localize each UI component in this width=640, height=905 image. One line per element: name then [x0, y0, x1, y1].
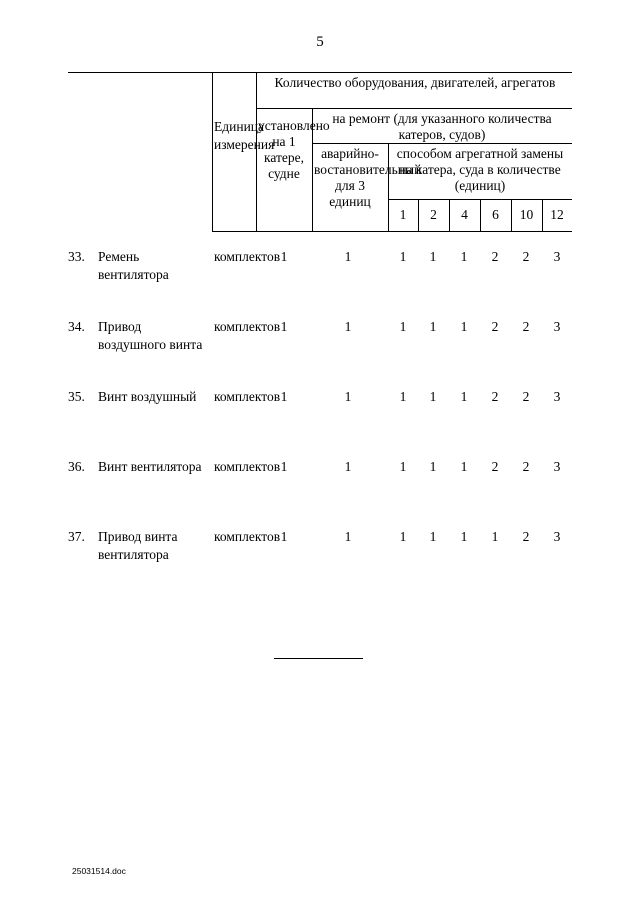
header-emergency: аварийно-востановительный для 3 единиц [314, 146, 422, 209]
col-divider-unit [212, 72, 213, 231]
row-value-4: 1 [460, 249, 468, 264]
row-value-2: 1 [429, 319, 437, 334]
row-installed: 1 [280, 389, 288, 404]
header-rule-1 [256, 108, 572, 109]
row-value-2: 1 [429, 459, 437, 474]
header-rule-2 [312, 143, 572, 144]
header-installed: установлено на 1 катере, судне [258, 118, 330, 181]
row-value-1: 1 [399, 319, 407, 334]
row-item-name: Привод воздушного винта [98, 319, 203, 352]
row-item-name: Ремень вентилятора [98, 249, 169, 282]
row-value-4: 1 [460, 389, 468, 404]
row-value-2: 1 [429, 389, 437, 404]
row-value-12: 3 [553, 249, 561, 264]
row-value-10: 2 [522, 389, 530, 404]
table-top-rule [68, 72, 572, 73]
row-value-6: 2 [491, 319, 499, 334]
row-value-10: 2 [522, 319, 530, 334]
header-count-4: 4 [461, 207, 468, 222]
row-value-1: 1 [399, 529, 407, 544]
row-value-4: 1 [460, 459, 468, 474]
row-value-4: 1 [460, 319, 468, 334]
header-count-2: 2 [430, 207, 437, 222]
header-quantity: Количество оборудования, двигателей, агрегатов [274, 75, 556, 90]
row-value-12: 3 [553, 319, 561, 334]
row-number: 34. [68, 319, 85, 334]
row-item-name: Винт воздушный [98, 389, 197, 404]
row-unit: комплектов [214, 249, 281, 264]
row-value-2: 1 [429, 249, 437, 264]
header-count-12: 12 [550, 207, 564, 222]
row-number: 37. [68, 529, 85, 544]
header-unit: Единица измерения [214, 119, 275, 152]
row-emergency: 1 [344, 249, 352, 264]
row-item-name: Винт вентилятора [98, 459, 202, 474]
row-value-6: 2 [491, 389, 499, 404]
header-aggregate: способом агрегатной замены на катера, суда в количестве (единиц) [396, 146, 564, 193]
row-unit: комплектов [214, 459, 281, 474]
row-value-1: 1 [399, 459, 407, 474]
row-value-6: 2 [491, 249, 499, 264]
row-value-2: 1 [429, 529, 437, 544]
row-installed: 1 [280, 249, 288, 264]
row-unit: комплектов [214, 319, 281, 334]
row-value-6: 1 [491, 529, 499, 544]
row-value-10: 2 [522, 529, 530, 544]
header-count-6: 6 [492, 207, 499, 222]
header-count-1: 1 [399, 207, 407, 222]
row-value-1: 1 [399, 249, 407, 264]
row-item-name: Привод винта вентилятора [98, 529, 178, 562]
row-number: 35. [68, 389, 85, 404]
row-value-12: 3 [553, 459, 561, 474]
row-emergency: 1 [344, 529, 352, 544]
file-name-footer: 25031514.doc [72, 866, 126, 876]
row-unit: комплектов [214, 389, 281, 404]
header-bottom-rule [212, 231, 572, 232]
row-number: 36. [68, 459, 85, 474]
row-unit: комплектов [214, 529, 281, 544]
row-value-10: 2 [522, 249, 530, 264]
row-emergency: 1 [344, 459, 352, 474]
row-installed: 1 [280, 459, 288, 474]
page-number: 5 [316, 34, 324, 50]
row-value-12: 3 [553, 529, 561, 544]
row-value-12: 3 [553, 389, 561, 404]
row-value-6: 2 [491, 459, 499, 474]
end-rule [274, 658, 363, 659]
header-count-10: 10 [519, 207, 534, 222]
row-emergency: 1 [344, 319, 352, 334]
row-number: 33. [68, 249, 85, 264]
header-repair: на ремонт (для указанного количества катеров, судов) [332, 111, 552, 142]
row-value-4: 1 [460, 529, 468, 544]
row-value-1: 1 [399, 389, 407, 404]
row-installed: 1 [280, 319, 288, 334]
row-value-10: 2 [522, 459, 530, 474]
row-emergency: 1 [344, 389, 352, 404]
row-installed: 1 [280, 529, 288, 544]
